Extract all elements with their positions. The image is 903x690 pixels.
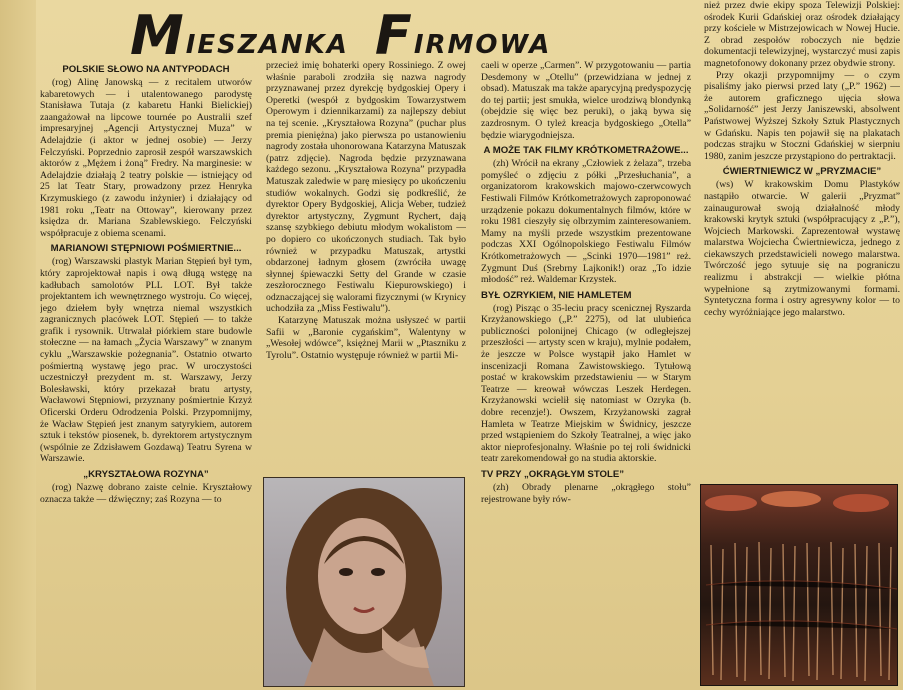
portrait-photo bbox=[263, 477, 465, 687]
article-body: przecież imię bohaterki opery Rossiniego. Z owej właśnie paraboli zrodziła się nazwa nagrody przyznawanej przez dyrekcję bydgoskiej Opery i Operetki (wespół z bydgoskim Towarzystwem Operowym i dziennikarzami) za najlepszy debiut na tej scenie. „Kryształowa Rozyna” (puchar plus premia pieniężna) jako pierwsza po ustanowieniu nagrody została uhonorowana Katarzyna Matuszak (patrz zdjęcie). Nagroda będzie przyznawana każdego sezonu. „Kryształowa Rozyna” przypadła Matuszak zaledwie w parę miesięcy po ukończeniu studiów wokalnych. Godzi się podkreślić, że dyrektor Opery Bydgoskiej, Alicja Weber, tudzież dyrektor artystyczny, Zygmunt Rychert, dają szansę szybkiego debiutu młodym wokalistom — po dopiero co ukończonych studiach. Tak było również w przypadku Matuszak, artystki obdarzonej ładnym głosem (zwróciła uwagę słynnej śpiewaczki Setty del Grande w czasie zeszłorocznego Festiwalu Kiepurowskiego) i odznaczającej się walorami fizycznymi (w Krynicy uchodziła za „Miss Festiwalu”). bbox=[266, 60, 466, 315]
article-body: (zh) Obrady plenarne „okrągłego stołu” rejestrowane były rów- bbox=[481, 482, 691, 505]
article-body: caeli w operze „Carmen”. W przygotowaniu — partia Desdemony w „Otellu” (przewidziana w jednej z obsad). Matuszak ma także aparycyjną predyspozycję do tej partii; jest smukła, wielce urodziwą blondynką (obejdzie się więc bez peruki), o jaką bywa się zazdrosnym. O tyleż kreacja bydgoskiego „Otella” będzie wiarygodniejsza. bbox=[481, 60, 691, 141]
article-body: (ws) W krakowskim Domu Plastyków nastąpiło otwarcie. W galerii „Pryzmat” zainaugurował swoją działalność młody krakowski krytyk sztuki (współpracujący z „P.”), Wojciech Markowski. Zaprezentował wystawę malarstwa Wojciecha Ćwiertniewicza, jednego z ciekawszych przedstawicieli nowego malarstwa. Twórczość jego sytuuje się na pograniczu realizmu i abstrakcji — wielkie płótna wypełnione są zrytmizowanymi formami. Syntetyczna forma i ostry agresywny kolor — to cechy wyróżniające jego malarstwo. bbox=[704, 179, 900, 318]
masthead-m-initial: M bbox=[130, 4, 186, 67]
page-margin bbox=[0, 0, 36, 690]
masthead-f-initial: F bbox=[374, 4, 414, 67]
column-2 bbox=[266, 60, 466, 480]
masthead-f-rest: IRMOWA bbox=[413, 30, 552, 60]
article-body: (rog) Nazwę dobrano zaiste celnie. Kryształowy oznacza także — dźwięczny; zaś Rozyna — to bbox=[40, 482, 252, 505]
article-body: Katarzynę Matuszak można usłyszeć w partii Safii w „Baronie cygańskim”, Walentyny w „Wesołej wdówce”, księżnej Marii w „Ptaszniku z Tyrolu”. Ostatnio występuje również w partii Mi- bbox=[266, 315, 466, 361]
article-headline: ĆWIERTNIEWICZ W „PRYZMACIE” bbox=[722, 166, 882, 178]
article-headline: TV PRZY „OKRĄGŁYM STOLE” bbox=[481, 469, 625, 480]
article-headline: BYŁ OZRYKIEM, NIE HAMLETEM bbox=[481, 289, 632, 301]
article-body: Przy okazji przypomnijmy — o czym pisaliśmy jako pierwsi przed laty („P.” 1962) — że autorem graficznego ujęcia słowa „Solidarność” jest Jerzy Janiszewski, absolwent Państwowej Wyższej Szkoły Sztuk Plastycznych w Gdańsku. Napis ten pojawił się na plakatach podczas strajku w Stoczni Gdańskiej w sierpniu 1980, zanim jeszcze przystąpiono do pertraktacji. bbox=[704, 69, 900, 162]
article-body: (rog) Alinę Janowską — z recitalem utworów kabaretowych — i utalentowanego parodystę Stanisława Tutaja (z kabaretu Hanki Bielickiej) zaangażował na lipcowe tournée po Australii szef impresaryjnej „Agencji Artystycznej Muza” w Adelajdzie (i aktor w jednej osobie) — Jerzy Felczyński. Poprzednio zaprosił zespół warszawskich aktorów z „Mężem i żoną” Fredry. Na marginesie: w Adelajdzie działają 2 teatry polskie — istniejący od 25 lat Teatr Stary, prowadzony przez Henryka Krzymuskiego (z zawodu inżynier) i działający od 1981 roku „Teatr na Ottoway”, kierowany przez księdza dr. Mariana Szablewskiego. Felczyński współpracuje z obiema scenami. bbox=[40, 77, 252, 239]
painting-image bbox=[701, 485, 897, 685]
painting-reproduction bbox=[700, 484, 898, 686]
portrait-photo-image bbox=[264, 478, 464, 686]
article-body: (rog) Warszawski plastyk Marian Stępień był tym, który zaprojektował napis i ową długą wstęgę na kadłubach samolotów PLL LOT. Był także projektantem ich wewnętrznego wystroju. Co więcej, jego dziełem były wnętrza niemal wszystkich zagranicznych placówek LOT. Stępień — to także grafik i rysownik. Utrwalał piórkiem stare budowle stołeczne — na łamach „Życia Warszawy” w znanym cyklu „Warszawskie pożegnania”. Ostatnio otwarto pośmiertną wystawę jego prac. W uroczystości uczestniczył prezydent m. st. Warszawy, Jerzy Bolesławski, który przekazał bratu artysty, Wacławowi Stępniowi, przyznany pośmiertnie Krzyż Oficerski Orderu Odrodzenia Polski. Przypomnijmy, że Wacław Stępień jest znanym satyrykiem, autorem sztuk i tekstów piosenek, b. dyrektorem artystycznym (wspólnie ze Zdzisławem Gozdawą) Teatru Syrena w Warszawie. bbox=[40, 256, 252, 465]
column-3 bbox=[481, 60, 691, 686]
article-headline: POLSKIE SŁOWO NA ANTYPODACH bbox=[62, 64, 230, 75]
article-headline: A MOŻE TAK FILMY KRÓTKOMETRAŻOWE... bbox=[483, 145, 689, 157]
column-4 bbox=[704, 0, 900, 478]
article-body: nież przez dwie ekipy spoza Telewizji Polskiej: ośrodek Kurii Gdańskiej oraz ośrodek działający przy kościele w Mistrzejowicach w Nowej Hucie. Z obrad zespołów roboczych nie będzie dokumentacji telewizyjnej, wystarczyć musi zapis magnetofonowy dokonany przez obydwie strony. bbox=[704, 0, 900, 69]
article-headline: „KRYSZTAŁOWA ROZYNA” bbox=[83, 469, 209, 480]
column-1 bbox=[40, 60, 252, 686]
section-masthead bbox=[130, 4, 590, 67]
article-body: (zh) Wrócił na ekrany „Człowiek z żelaza”, trzeba pomyśleć o zdjęciu z półki „Przesłuchania”, a organizatorom krakowskich majowo-czerwcowych Festiwali Filmów Krótkometrażowych zaproponować urządzenie pokazu dokumentalnych filmów, które w roku 1981 cieszyły się olbrzymim zainteresowaniem. Mamy na myśli przede wszystkim prezentowane podczas XXI Ogólnopolskiego Festiwalu Filmów Krótkometrażowych — „Scinki 1970—1981” reż. Zygmunt Duś (Srebrny Lajkonik!) oraz „To idzie młodość” reż. Waldemar Krzystek. bbox=[481, 158, 691, 286]
article-body: (rog) Pisząc o 35-leciu pracy scenicznej Ryszarda Krzyżanowskiego („P.” 2275), od lat ulubieńca publiczności polonijnej Chicago (w odległejszej przeszłości — artysty scen w kraju), mylnie podałem, że jeszcze w Polsce wystąpił jako Hamlet w inscenizacji Romana Zawistowskiego. Tytułową postać w krakowskim przedstawieniu — w Starym Teatrze — kreował wówczas Leszek Herdegen. Krzyżanowski wcielił się natomiast w Ozryka (b. dobre recenzje!). Owszem, Krzyżanowski zagrał Hamleta w Teatrze Miejskim w Świdnicy, jeszcze przed wstąpieniem do Szkoły Teatralnej, a więc jako aktor nieprofesjonalny. Właśnie po tej roli świdnicki teatr zarekomendował go na studia aktorskie. bbox=[481, 302, 691, 465]
masthead-m-rest: IESZANKA bbox=[185, 30, 349, 60]
article-headline: MARIANOWI STĘPNIOWI POŚMIERTNIE... bbox=[50, 243, 242, 255]
